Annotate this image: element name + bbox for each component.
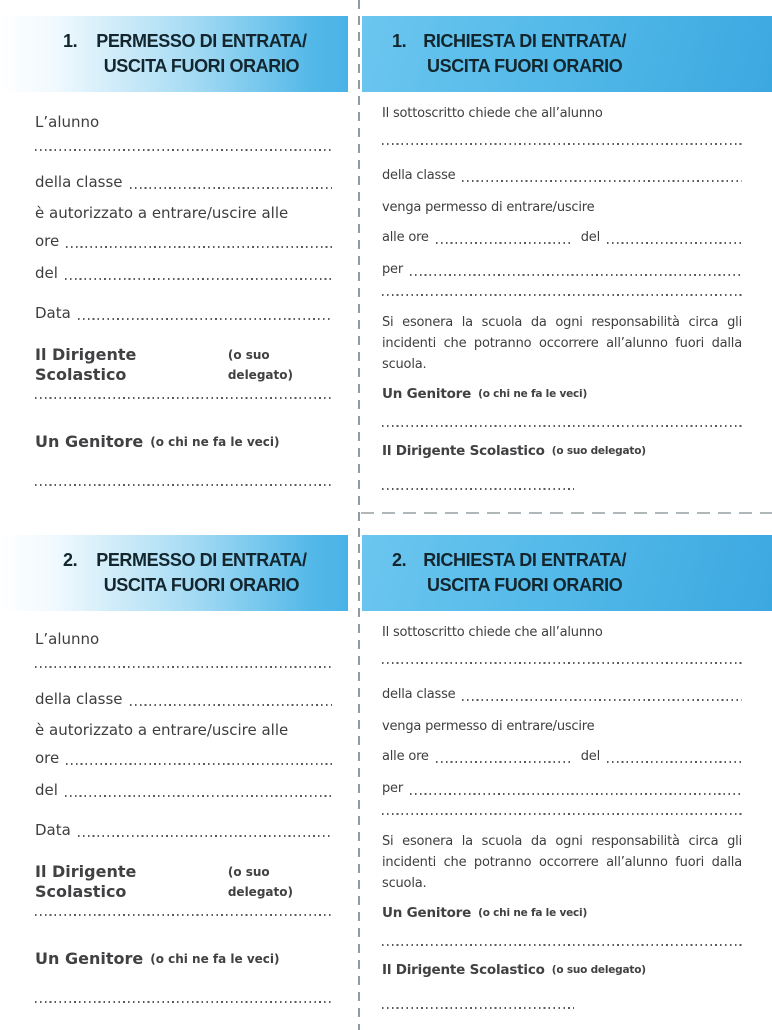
data-label: Data <box>35 821 71 839</box>
genitore-label: Un Genitore <box>382 386 472 402</box>
header-band-richiesta-1 <box>362 16 772 92</box>
genitore-note: (o chi ne fa le veci) <box>150 435 280 449</box>
ore-label: ore <box>35 232 60 250</box>
section-title-line1: PERMESSO DI ENTRATA/ <box>96 31 307 51</box>
alle-ore-label: alle ore <box>382 230 429 245</box>
classe-fill-line <box>123 172 332 192</box>
classe-label: della classe <box>35 690 123 708</box>
del-label: del <box>580 749 600 764</box>
section-title <box>423 548 626 598</box>
section-title-line2: USCITA FUORI ORARIO <box>103 56 300 76</box>
del-fill-line <box>58 780 332 800</box>
horizontal-cut-line <box>361 512 772 514</box>
intro-text: Il sottoscritto chiede che all’alunno <box>382 106 603 121</box>
del-label: del <box>35 781 58 799</box>
dirigente-label: Il Dirigente Scolastico <box>382 962 545 978</box>
alunno-fill-line <box>35 666 332 668</box>
richiesta-form-2 <box>382 624 742 1019</box>
alunno-fill-line <box>35 149 332 151</box>
classe-label: della classe <box>35 173 123 191</box>
intro-text: Il sottoscritto chiede che all’alunno <box>382 625 603 640</box>
del-fill-line <box>600 748 742 766</box>
genitore-signature-line <box>35 484 332 486</box>
classe-label: della classe <box>382 168 456 183</box>
data-fill-line <box>71 820 332 840</box>
ore-label: ore <box>35 749 60 767</box>
genitore-signature-line <box>382 425 742 427</box>
data-fill-line <box>71 303 332 323</box>
del-label: del <box>580 230 600 245</box>
authorization-text: è autorizzato a entrare/uscire alle <box>35 721 289 739</box>
section-title-line1: RICHIESTA DI ENTRATA/ <box>423 31 627 51</box>
section-title-line2: USCITA FUORI ORARIO <box>426 575 623 595</box>
dirigente-signature-line <box>382 488 574 490</box>
permission-text: venga permesso di entrare/uscire <box>382 200 595 215</box>
section-title <box>423 29 626 79</box>
per-fill-line <box>403 780 742 798</box>
data-label: Data <box>35 304 71 322</box>
section-title-line2: USCITA FUORI ORARIO <box>103 575 300 595</box>
dirigente-signature-line <box>382 1007 574 1009</box>
ore-fill-line <box>59 231 332 251</box>
classe-label: della classe <box>382 687 456 702</box>
del-label: del <box>35 264 58 282</box>
ore-fill-line <box>59 748 332 768</box>
dirigente-signature-line <box>35 914 332 916</box>
authorization-text: è autorizzato a entrare/uscire alle <box>35 204 289 222</box>
genitore-note: (o chi ne fa le veci) <box>150 952 280 966</box>
alle-ore-label: alle ore <box>382 749 429 764</box>
alle-ore-fill-line <box>429 748 571 766</box>
section-number: 1. <box>63 31 78 51</box>
dirigente-note: (o suo delegato) <box>551 445 646 457</box>
section-title-line1: RICHIESTA DI ENTRATA/ <box>423 550 627 570</box>
header-band-permesso-2 <box>0 535 348 611</box>
per-fill-line-2 <box>382 813 742 815</box>
dirigente-label: Il Dirigente Scolastico <box>382 443 545 459</box>
dirigente-label: Il Dirigente Scolastico <box>35 862 137 901</box>
disclaimer-text: Si esonera la scuola da ogni responsabilità circa gli incidenti che potranno occorrere all’alunno fuori dalla scuola. <box>382 834 742 891</box>
del-fill-line <box>600 229 742 247</box>
per-fill-line <box>403 261 742 279</box>
genitore-label: Un Genitore <box>35 432 144 451</box>
genitore-signature-line <box>382 944 742 946</box>
permission-text: venga permesso di entrare/uscire <box>382 719 595 734</box>
section-title <box>96 29 306 79</box>
richiesta-form-1 <box>382 105 742 500</box>
genitore-label: Un Genitore <box>35 949 144 968</box>
per-label: per <box>382 781 403 796</box>
alunno-fill-line <box>382 143 742 145</box>
vertical-cut-line <box>358 0 360 1030</box>
section-number: 1. <box>392 31 407 51</box>
alle-ore-fill-line <box>429 229 571 247</box>
section-number: 2. <box>392 550 407 570</box>
section-title <box>96 548 306 598</box>
genitore-signature-line <box>35 1001 332 1003</box>
section-title-line2: USCITA FUORI ORARIO <box>426 56 623 76</box>
header-band-permesso-1 <box>0 16 348 92</box>
alunno-label: L’alunno <box>35 113 100 131</box>
genitore-note: (o chi ne fa le veci) <box>478 388 588 400</box>
classe-fill-line <box>455 167 742 185</box>
section-number: 2. <box>63 550 78 570</box>
disclaimer-text: Si esonera la scuola da ogni responsabilità circa gli incidenti che potranno occorrere all’alunno fuori dalla scuola. <box>382 315 742 372</box>
genitore-label: Un Genitore <box>382 905 472 921</box>
classe-fill-line <box>123 689 332 709</box>
dirigente-note: (o suo delegato) <box>227 348 293 382</box>
genitore-note: (o chi ne fa le veci) <box>478 907 588 919</box>
dirigente-signature-line <box>35 397 332 399</box>
dirigente-note: (o suo delegato) <box>227 865 293 899</box>
permesso-form-2 <box>35 629 332 1009</box>
classe-fill-line <box>455 686 742 704</box>
per-label: per <box>382 262 403 277</box>
dirigente-label: Il Dirigente Scolastico <box>35 345 137 384</box>
permesso-form-1 <box>35 112 332 492</box>
dirigente-note: (o suo delegato) <box>551 964 646 976</box>
alunno-fill-line <box>382 662 742 664</box>
del-fill-line <box>58 263 332 283</box>
alunno-label: L’alunno <box>35 630 100 648</box>
header-band-richiesta-2 <box>362 535 772 611</box>
per-fill-line-2 <box>382 294 742 296</box>
section-title-line1: PERMESSO DI ENTRATA/ <box>96 550 307 570</box>
